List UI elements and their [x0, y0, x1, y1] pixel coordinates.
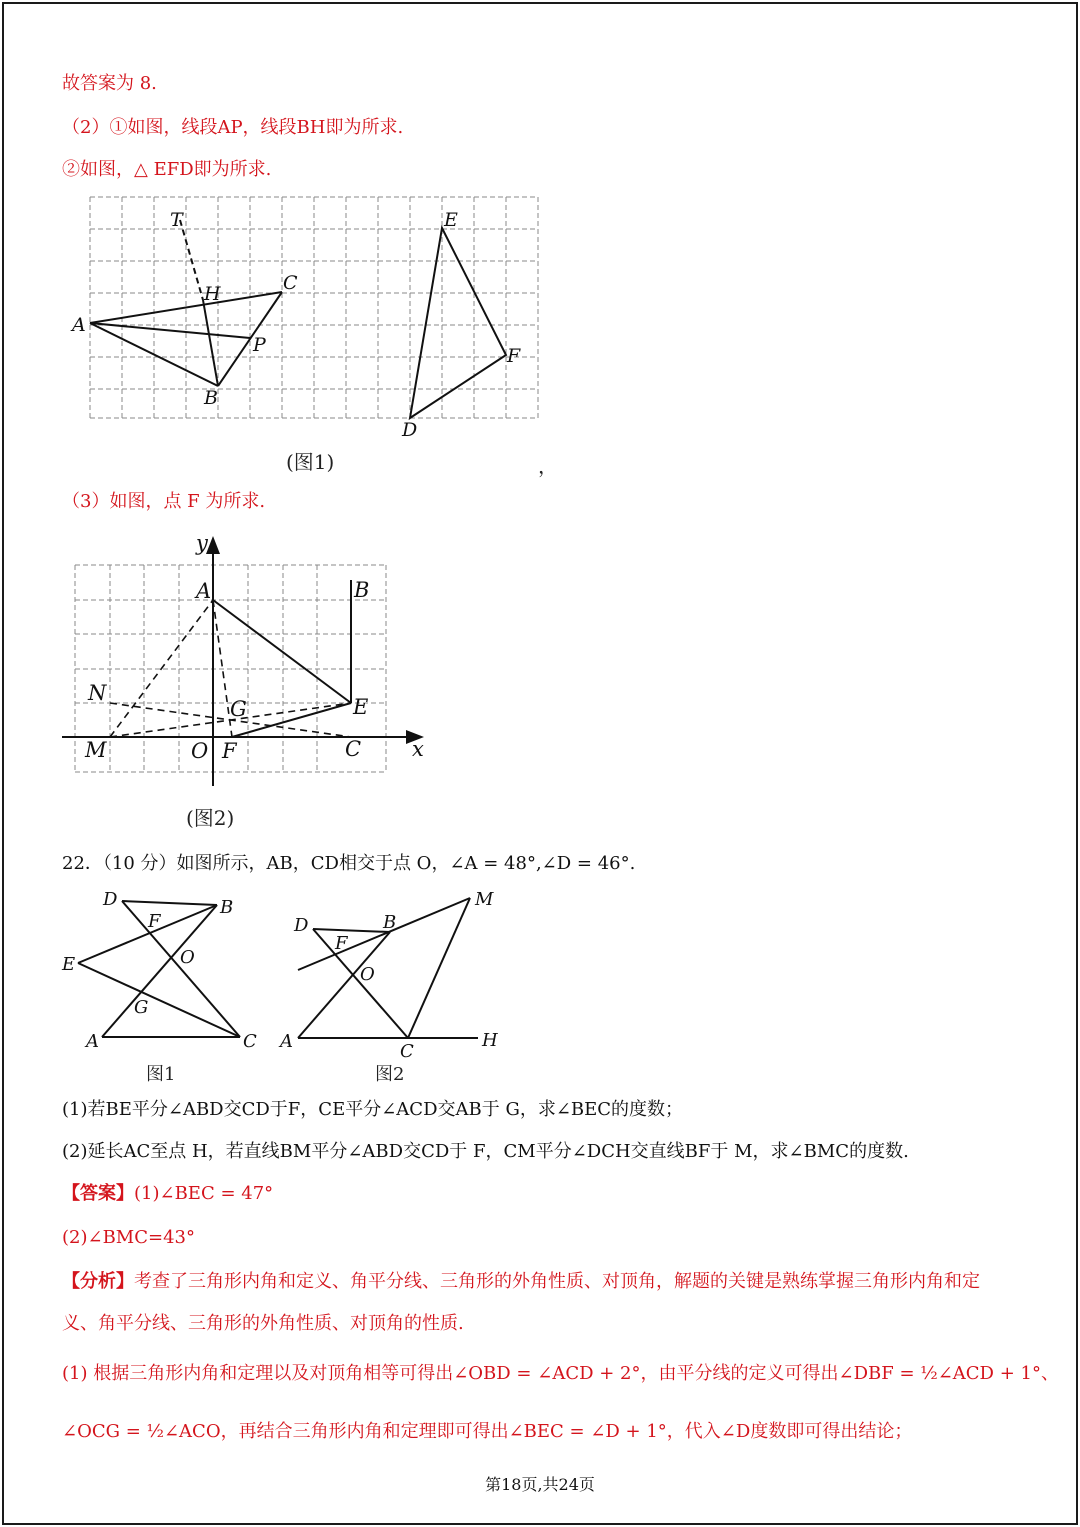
answer-label: 【答案】 [62, 1183, 134, 1204]
fig1-grid [90, 197, 538, 418]
fig2-caption: (图2) [186, 806, 235, 830]
figure-2-coordinate-diagram [60, 526, 440, 786]
q22f1-label-A: A [86, 1031, 99, 1052]
q22f2-label-H: H [482, 1030, 498, 1051]
fig1-label-D: D [402, 419, 418, 440]
segment-DB [122, 901, 217, 905]
page-footer: 第18页,共24页 [485, 1475, 595, 1494]
q22-fig2-caption: 图2 [375, 1064, 405, 1085]
q22f2-label-F: F [335, 933, 348, 954]
fig2-label-F: F [222, 739, 237, 763]
answer-2: (2)∠BMC=43° [62, 1227, 195, 1248]
fig1-label-H: H [204, 283, 221, 305]
axes [62, 536, 424, 786]
figure-1-grid-diagram [70, 190, 560, 440]
q22f1-label-C: C [243, 1031, 257, 1052]
q22f2-label-M: M [475, 889, 494, 910]
segment-FE [232, 703, 351, 737]
solution-line-2: ∠OCG = ½∠ACO，再结合三角形内角和定理即可得出∠BEC = ∠D + 1°，代入∠D度数即可得出结论； [62, 1421, 913, 1442]
analysis-text-2: 义、角平分线、三角形的外角性质、对顶角的性质. [62, 1313, 464, 1334]
fig2-label-C: C [345, 737, 362, 761]
analysis-label: 【分析】 [62, 1271, 134, 1292]
answer-line-1: 故答案为 8. [62, 73, 157, 94]
fig1-trailing-comma: ， [538, 454, 558, 478]
q22f2-label-A: A [280, 1031, 293, 1052]
fig2-label-O: O [191, 739, 209, 763]
q22f1-label-E: E [62, 954, 76, 975]
fig2-label-E: E [353, 695, 369, 719]
q22f2-label-D: D [294, 915, 309, 936]
segment-DB [313, 929, 390, 932]
analysis-text-1: 考查了三角形内角和定义、角平分线、三角形的外角性质、对顶角，解题的关键是熟练掌握三角形内角和定 [134, 1271, 980, 1292]
answer-line-4: （3）如图，点 F 为所求. [62, 491, 266, 512]
segment-CB [218, 292, 282, 386]
q22-fig1-caption: 图1 [146, 1064, 176, 1085]
fig1-label-C: C [283, 272, 298, 294]
q22-figure-2 [278, 882, 508, 1062]
q22f2-label-O: O [360, 964, 375, 985]
q22f1-label-B: B [220, 897, 234, 918]
q22f1-label-D: D [103, 889, 118, 910]
question-22-part-1: (1)若BE平分∠ABD交CD于F，CE平分∠ACD交AB于 G，求∠BEC的度数； [62, 1099, 684, 1120]
fig1-caption: (图1) [286, 450, 335, 474]
q22-figure-1 [58, 884, 268, 1054]
fig2-label-B: B [354, 578, 370, 602]
fig2-label-x: x [412, 737, 424, 761]
fig1-label-E: E [444, 209, 458, 231]
q22f2-label-C: C [400, 1041, 414, 1062]
analysis-row [62, 1270, 980, 1294]
fig1-label-T: T [170, 209, 183, 231]
answer-line-2: （2）①如图，线段AP，线段BH即为所求. [62, 117, 404, 138]
q22f1-label-F: F [148, 911, 161, 932]
fig2-label-G: G [230, 697, 247, 721]
q22f1-label-G: G [134, 997, 149, 1018]
fig2-label-N: N [88, 681, 107, 705]
answer-row [62, 1182, 273, 1206]
fig2-label-M: M [85, 738, 107, 762]
fig2-label-y: y [196, 531, 208, 555]
fig2-label-A: A [196, 579, 212, 603]
segment-AE [213, 600, 351, 703]
fig1-label-B: B [204, 387, 218, 409]
answer-1: (1)∠BEC = 47° [134, 1183, 274, 1204]
segment-TH-dashed [180, 220, 203, 300]
question-22-stem: 22．（10 分）如图所示，AB，CD相交于点 O，∠A = 48°,∠D = 46°. [62, 853, 636, 874]
question-22-part-2: (2)延长AC至点 H，若直线BM平分∠ABD交CD于 F，CM平分∠DCH交直线BF于 M，求∠BMC的度数. [62, 1141, 909, 1162]
answer-line-3: ②如图，△ EFD即为所求. [62, 159, 272, 180]
q22f2-label-B: B [383, 912, 397, 933]
segment-EC [78, 963, 240, 1037]
line-BM [298, 898, 470, 970]
fig1-label-A: A [72, 314, 86, 336]
fig1-label-F: F [507, 345, 521, 367]
segment-BH [203, 300, 218, 386]
q22f1-label-O: O [180, 947, 195, 968]
solution-line-1: (1) 根据三角形内角和定理以及对顶角相等可得出∠OBD = ∠ACD + 2°，由平分线的定义可得出∠DBF = ½∠ACD + 1°、 [62, 1363, 1059, 1384]
fig1-label-P: P [253, 334, 266, 356]
